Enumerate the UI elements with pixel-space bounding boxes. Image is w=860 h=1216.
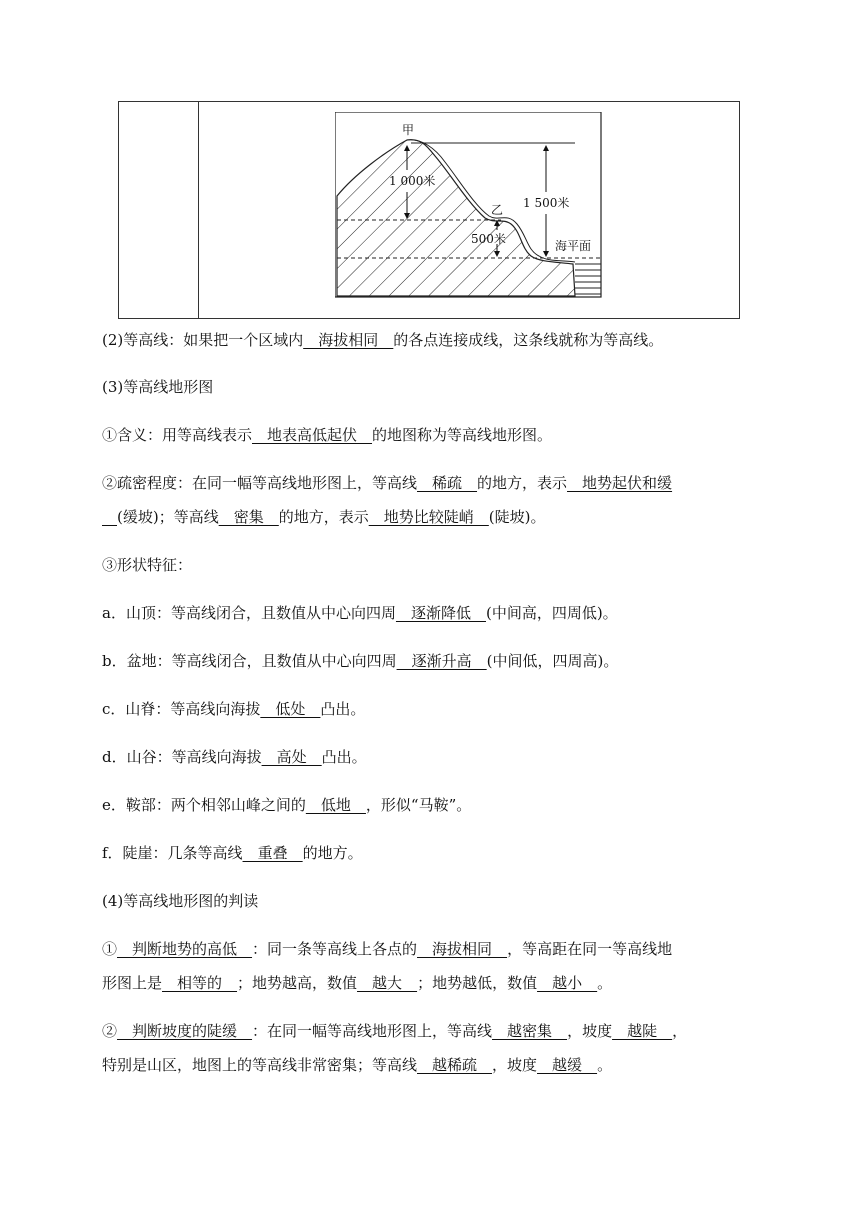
mountain-shape bbox=[337, 140, 575, 296]
blank: __越缓__ bbox=[537, 1056, 598, 1074]
paragraph-4-1-line1: ①__判断地势的高低__：同一条等高线上各点的__海拔相同__，等高距在同一等高线地 bbox=[102, 940, 673, 958]
heading-4: (4)等高线地形图的判读 bbox=[102, 892, 259, 910]
paragraph-4-2-line1: ②__判断坡度的陡缓__：在同一幅等高线地形图上，等高线__越密集__，坡度__越陡__， bbox=[102, 1022, 688, 1040]
heading-3-3: ③形状特征： bbox=[102, 556, 193, 574]
blank: __判断地势的高低__ bbox=[117, 940, 253, 958]
sea-water bbox=[575, 264, 601, 294]
blank: __越小__ bbox=[537, 974, 598, 992]
item-e: e．鞍部：两个相邻山峰之间的__低地__，形似“马鞍”。 bbox=[102, 796, 472, 814]
item-d: d．山谷：等高线向海拔__高处__凸出。 bbox=[102, 748, 367, 766]
blank: __低处__ bbox=[260, 700, 321, 718]
item-a: a．山顶：等高线闭合，且数值从中心向四周__逐渐降低__(中间高，四周低)。 bbox=[102, 604, 618, 622]
blank: __ bbox=[102, 508, 117, 526]
table-divider bbox=[198, 102, 199, 318]
blank: __越大__ bbox=[357, 974, 418, 992]
blank: __逐渐降低__ bbox=[395, 604, 486, 622]
blank: __越密集__ bbox=[492, 1022, 568, 1040]
elevation-diagram bbox=[335, 112, 605, 300]
blank: __稀疏__ bbox=[417, 474, 478, 492]
diagram-table bbox=[118, 101, 740, 319]
item-c: c．山脊：等高线向海拔__低处__凸出。 bbox=[102, 700, 366, 718]
paragraph-4-2-line2: 特别是山区，地图上的等高线非常密集；等高线__越稀疏__，坡度__越缓__。 bbox=[102, 1056, 613, 1074]
blank: __地势比较陡峭__ bbox=[368, 508, 489, 526]
paragraph-3-1: ①含义：用等高线表示__地表高低起伏__的地图称为等高线地形图。 bbox=[102, 426, 553, 444]
label-jia: 甲 bbox=[402, 123, 415, 137]
blank: __海拔相同__ bbox=[303, 331, 394, 349]
blank: __海拔相同__ bbox=[417, 940, 508, 958]
label-yi: 乙 bbox=[491, 203, 504, 217]
label-sea-level: 海平面 bbox=[555, 239, 592, 253]
blank: __密集__ bbox=[218, 508, 279, 526]
paragraph-2: (2)等高线：如果把一个区域内__海拔相同__的各点连接成线，这条线就称为等高线。 bbox=[102, 331, 664, 349]
paragraph-3-2-line1: ②疏密程度：在同一幅等高线地形图上，等高线__稀疏__的地方，表示__地势起伏和缓 bbox=[102, 474, 673, 492]
blank: __越陡__ bbox=[612, 1022, 673, 1040]
blank: __地势起伏和缓 bbox=[567, 474, 673, 492]
blank: __低地__ bbox=[305, 796, 366, 814]
paragraph-4-1-line2: 形图上是__相等的__；地势越高，数值__越大__；地势越低，数值__越小__。 bbox=[102, 974, 613, 992]
blank: __判断坡度的陡缓__ bbox=[117, 1022, 253, 1040]
item-f: f．陡崖：几条等高线__重叠__的地方。 bbox=[102, 844, 363, 862]
paragraph-3-2-line2: __(缓坡)；等高线__密集__的地方，表示__地势比较陡峭__(陡坡)。 bbox=[102, 508, 546, 526]
blank: __逐渐升高__ bbox=[396, 652, 487, 670]
blank: __相等的__ bbox=[162, 974, 238, 992]
blank: __高处__ bbox=[261, 748, 322, 766]
item-b: b．盆地：等高线闭合，且数值从中心向四周__逐渐升高__(中间低，四周高)。 bbox=[102, 652, 619, 670]
blank: __重叠__ bbox=[242, 844, 303, 862]
blank: __越稀疏__ bbox=[417, 1056, 493, 1074]
label-1500m: 1 500米 bbox=[523, 196, 570, 210]
label-500m: 500米 bbox=[471, 232, 506, 246]
heading-3: (3)等高线地形图 bbox=[102, 378, 214, 396]
label-1000m: 1 000米 bbox=[389, 174, 436, 188]
blank: __地表高低起伏__ bbox=[252, 426, 373, 444]
